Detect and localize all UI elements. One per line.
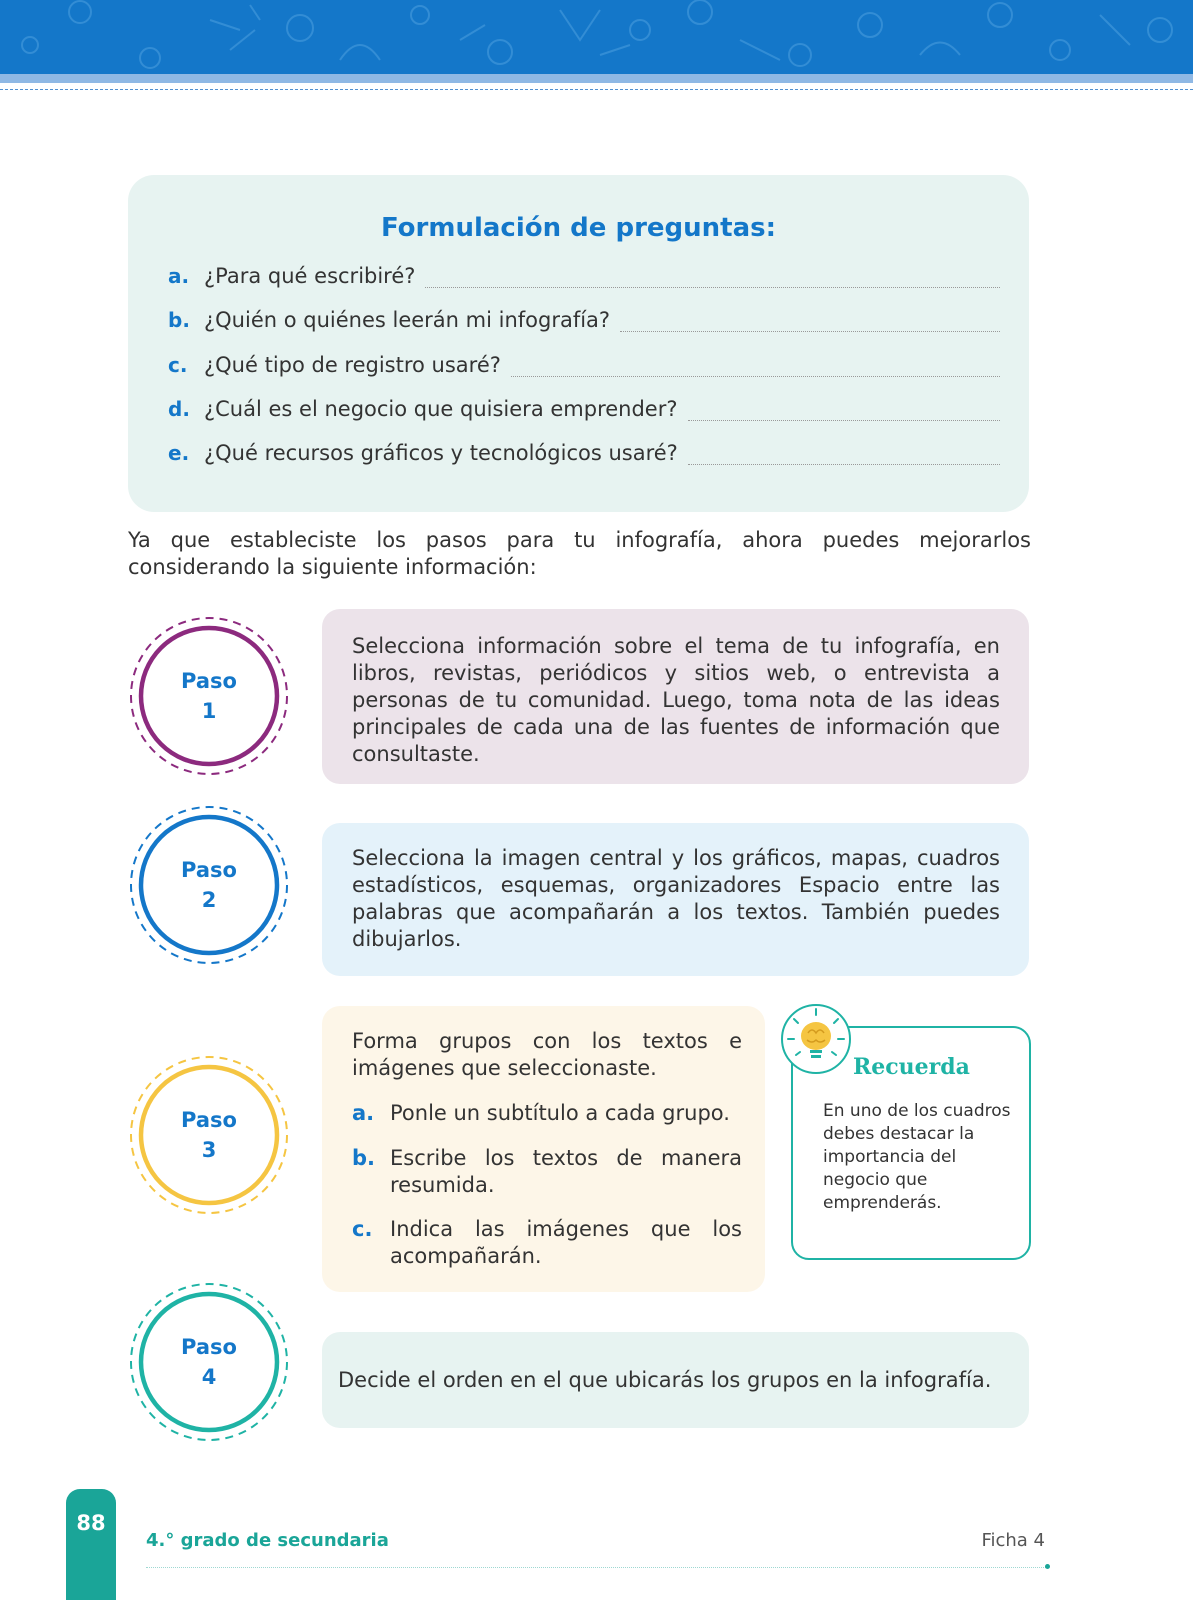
step-3-subitem [352,1145,742,1199]
footer-divider [146,1567,1046,1568]
step-3-text: Forma grupos con los textos e imágenes que seleccionaste. [352,1029,742,1080]
subitem-text: Escribe los textos de manera resumida. [390,1146,742,1197]
step-number: 4 [201,1365,217,1389]
question-letter: e. [168,441,190,465]
subitem-letter: a. [352,1101,375,1125]
question-letter: b. [168,308,190,332]
step-1-box [322,609,1029,784]
step-3-box [322,1006,765,1292]
header-divider [0,89,1193,90]
step-label-text: Paso [181,858,237,882]
step-1-circle [128,615,290,777]
lightbulb-brain-icon [780,1003,852,1075]
question-item [168,441,1000,471]
answer-line[interactable] [511,375,1000,377]
subitem-text: Ponle un subtítulo a cada grupo. [390,1101,730,1125]
step-3-circle [128,1054,290,1216]
question-letter: d. [168,397,190,421]
step-2-circle [128,804,290,966]
step-2-box [322,823,1029,976]
step-3-label [128,1054,290,1216]
question-text: ¿Para qué escribiré? [204,264,416,288]
step-1-text: Selecciona información sobre el tema de tu infografía, en libros, revistas, periódicos y sitios web, o entrevista a personas de tu comunidad. Luego, toma nota de las ideas principales de cada una de las fuentes de información que consultaste. [352,634,1000,766]
question-text: ¿Qué recursos gráficos y tecnológicos usaré? [204,441,678,465]
step-label-text: Paso [181,1335,237,1359]
questions-box [128,175,1029,512]
step-4-text: Decide el orden en el que ubicarás los grupos en la infografía. [338,1368,992,1392]
header-strip [0,74,1193,83]
footer-dot [1045,1564,1050,1569]
step-3-subitem [352,1100,742,1127]
question-text: ¿Qué tipo de registro usaré? [204,353,501,377]
step-3-subitem [352,1216,742,1270]
step-2-text: Selecciona la imagen central y los gráficos, mapas, cuadros estadísticos, esquemas, organizadores Espacio entre las palabras que acompañarán a los textos. También puedes dibujarlos. [352,846,1000,951]
page-number: 88 [76,1511,106,1535]
step-4-box [322,1332,1029,1428]
question-letter: a. [168,264,190,288]
page-number-tab [66,1489,116,1600]
question-item [168,353,1000,383]
question-item [168,308,1000,338]
banner-doodles [0,0,1193,74]
questions-title: Formulación de preguntas: [380,213,777,243]
subitem-letter: c. [352,1217,373,1241]
step-number: 1 [201,699,217,723]
subitem-letter: b. [352,1146,376,1170]
step-1-label [128,615,290,777]
recuerda-text: En uno de los cuadros debes destacar la importancia del negocio que emprenderás. [823,1101,1011,1213]
header-banner [0,0,1193,74]
subitem-text: Indica las imágenes que los acompañarán. [390,1217,742,1268]
step-label-text: Paso [181,669,237,693]
footer-grade: 4.° grado de secundaria [146,1530,389,1551]
step-number: 3 [201,1138,217,1162]
question-letter: c. [168,353,188,377]
answer-line[interactable] [620,330,1000,332]
recuerda-title: Recuerda [853,1054,970,1080]
step-number: 2 [201,888,217,912]
question-item [168,397,1000,427]
question-item [168,264,1000,294]
answer-line[interactable] [688,463,1000,465]
footer-ficha: Ficha 4 [981,1530,1045,1551]
intro-paragraph: Ya que estableciste los pasos para tu infografía, ahora puedes mejorarlos considerando la siguiente información: [128,528,1031,579]
question-text: ¿Quién o quiénes leerán mi infografía? [204,308,611,332]
step-4-circle [128,1281,290,1443]
step-4-label [128,1281,290,1443]
step-label-text: Paso [181,1108,237,1132]
question-text: ¿Cuál es el negocio que quisiera emprender? [204,397,678,421]
answer-line[interactable] [688,419,1001,421]
answer-line[interactable] [425,286,1000,288]
step-2-label [128,804,290,966]
